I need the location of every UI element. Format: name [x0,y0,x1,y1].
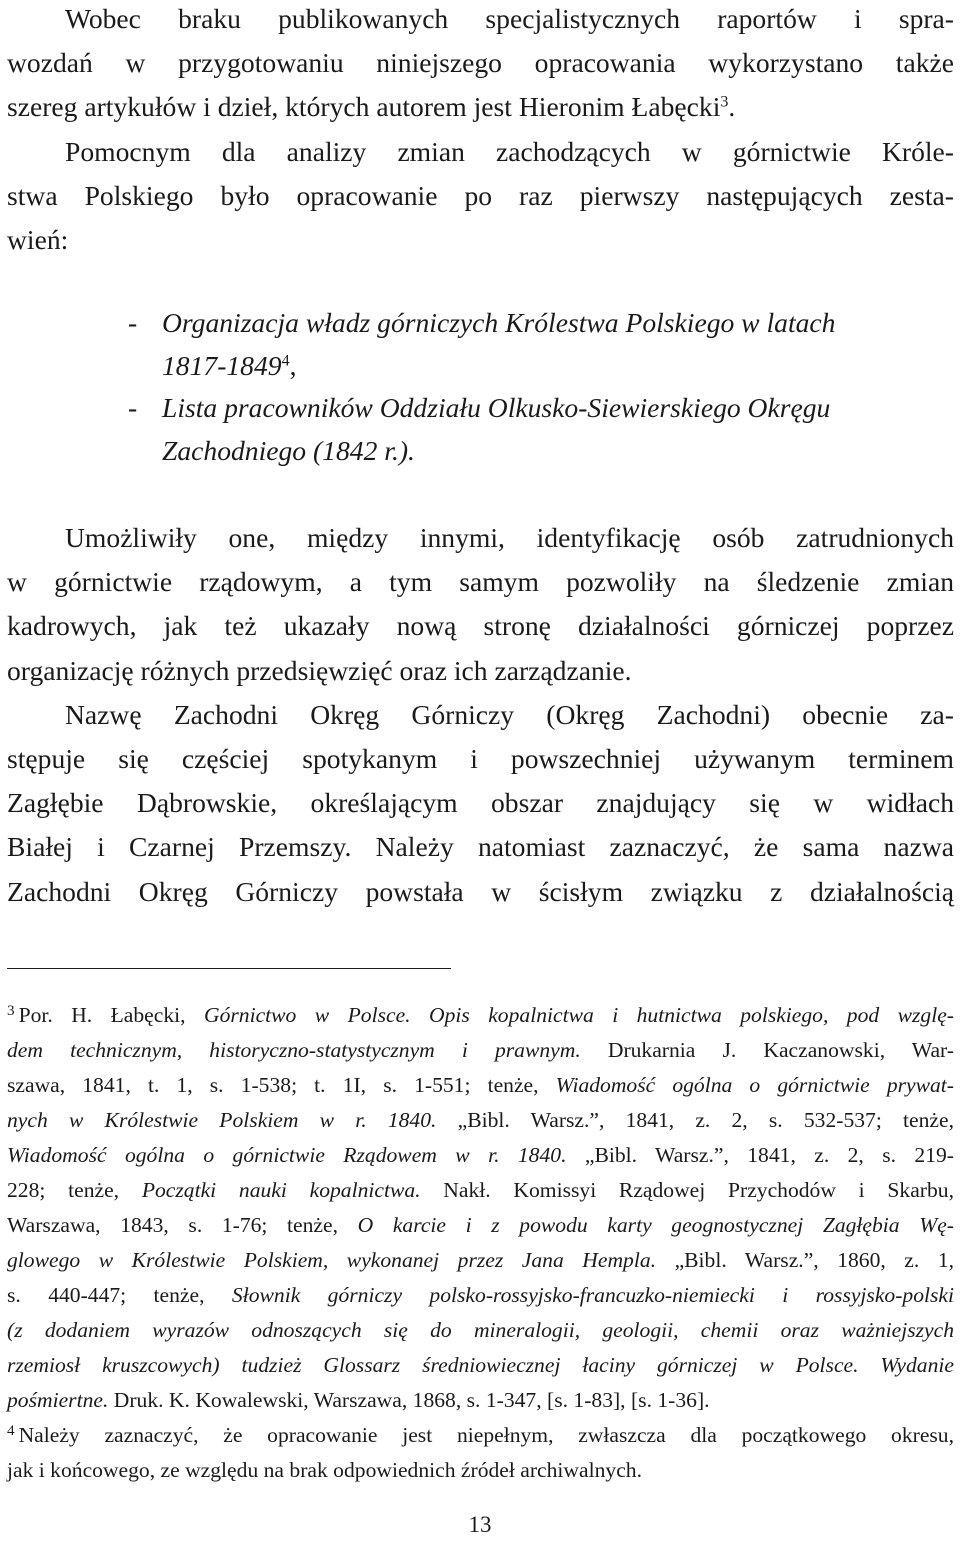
footnote-4: $^4$ Należy zaznaczyć, że opracowanie jest niepełnym, zwłaszcza dla początkowego okresu, jak i końcowego, ze względu na brak odpowiednich źródeł archiwalnych. [7,1423,954,1482]
text-line: szereg artykułów i dzieł, których autorem jest Hieronim Łabęcki$^3$. [7,91,736,123]
dash-bullet: - [128,392,138,423]
dash-bullet: - [128,307,138,338]
text-line: Zagłębie Dąbrowskie, określającym obszar znajdujący się w widłach [7,787,954,819]
bulleted-list [128,302,954,472]
text-line: organizację różnych przedsięwzięć oraz ich zarządzanie. [7,654,632,686]
footnote-separator [7,968,451,969]
page-number: 13 [468,1512,492,1537]
footnote-ref-4[interactable]: 4 [281,351,290,369]
text-line: stępuje się częściej spotykanym i powszechniej używanym terminem [7,743,954,775]
text-line: stwa Polskiego było opracowanie po raz pierwszy następujących zesta- [7,179,954,211]
footnote-number: 4 [7,1423,15,1440]
list-item: - Lista pracowników Oddziału Olkusko-Siewierskiego Okręgu Zachodniego (1842 r.). [128,387,954,472]
text-line: Białej i Czarnej Przemszy. Należy natomiast zaznaczyć, że sama nazwa [7,831,954,863]
text-line: Zachodni Okręg Górniczy powstała w ścisłym związku z działalnością [7,875,954,907]
text-line: Umożliwiły one, między innymi, identyfikację osób zatrudnionych [65,522,954,553]
text-line: kadrowych, jak też ukazały nową stronę działalności górniczej poprzez [7,610,954,642]
footnote-3: $^3$ Por. H. Łabęcki, Górnictwo w Polsce. Opis kopalnictwa i hutnictwa polskiego, pod wzglę- dem technicznym, historyczno-statystycznym i prawnym. Drukarnia J. Kaczanowski, War- szawa, 1841, t. 1, s. 1-538; t. 1I, s. 1-551; tenże, Wiadomość ogólna o górnictwie prywat- nych w Królestwie Polskiem w r. 1840. „Bibl. Warsz.”, 1841, z. 2, s. 532-537; tenże, Wiadomość ogólna o górnictwie Rządowem w r. 1840. „Bibl. Warsz.”, 1841, z. 2, s. 219- 228; tenże, Początki nauki kopalnictwa. Nakł. Komissyi Rządowej Przychodów i Skarbu, Warszawa, 1843, s. 1-76; tenże, O karcie i z powodu karty geognostycznej Zagłębia Wę- glowego w Królestwie Polskiem, wykonanej przez Jana Hempla. „Bibl. Warsz.”, 1860, z. 1, s. 440-447; tenże, Słownik górniczy polsko-rossyjsko-francuzko-niemiecki i rossyjsko-polski (z dodaniem wyrazów odnoszących się do mineralogii, geologii, chemii oraz ważniejszych rzemiosł kruszcowych) tudzież Glossarz średniowiecznej łaciny górniczej w Polsce. Wydanie pośmiertne. Druk. K. Kowalewski, Warszawa, 1868, s. 1-347, [s. 1-83], [s. 1-36]. [7,1003,955,1412]
text-line: wień: [7,224,69,256]
text-line: Pomocnym dla analizy zmian zachodzących w górnictwie Króle- [65,135,954,167]
text-line: w górnictwie rządowym, a tym samym pozwoliły na śledzenie zmian [7,566,954,598]
paragraph-body [7,516,954,914]
footnotes [7,998,954,1488]
list-item: - Organizacja władz górniczych Królestwa Polskiego w latach 1817-1849$^4$, [128,302,954,387]
text-line: Wobec braku publikowanych specjalistycznych raportów i spra- [65,3,954,34]
footnote-ref-3[interactable]: 3 [720,93,729,111]
text-line: wozdań w przygotowaniu niniejszego opracowania wykorzystano także [7,47,954,79]
text-line: Nazwę Zachodni Okręg Górniczy (Okręg Zachodni) obecnie za- [65,698,954,730]
footnote-number: 3 [7,1003,15,1020]
paragraph-intro [7,0,954,262]
